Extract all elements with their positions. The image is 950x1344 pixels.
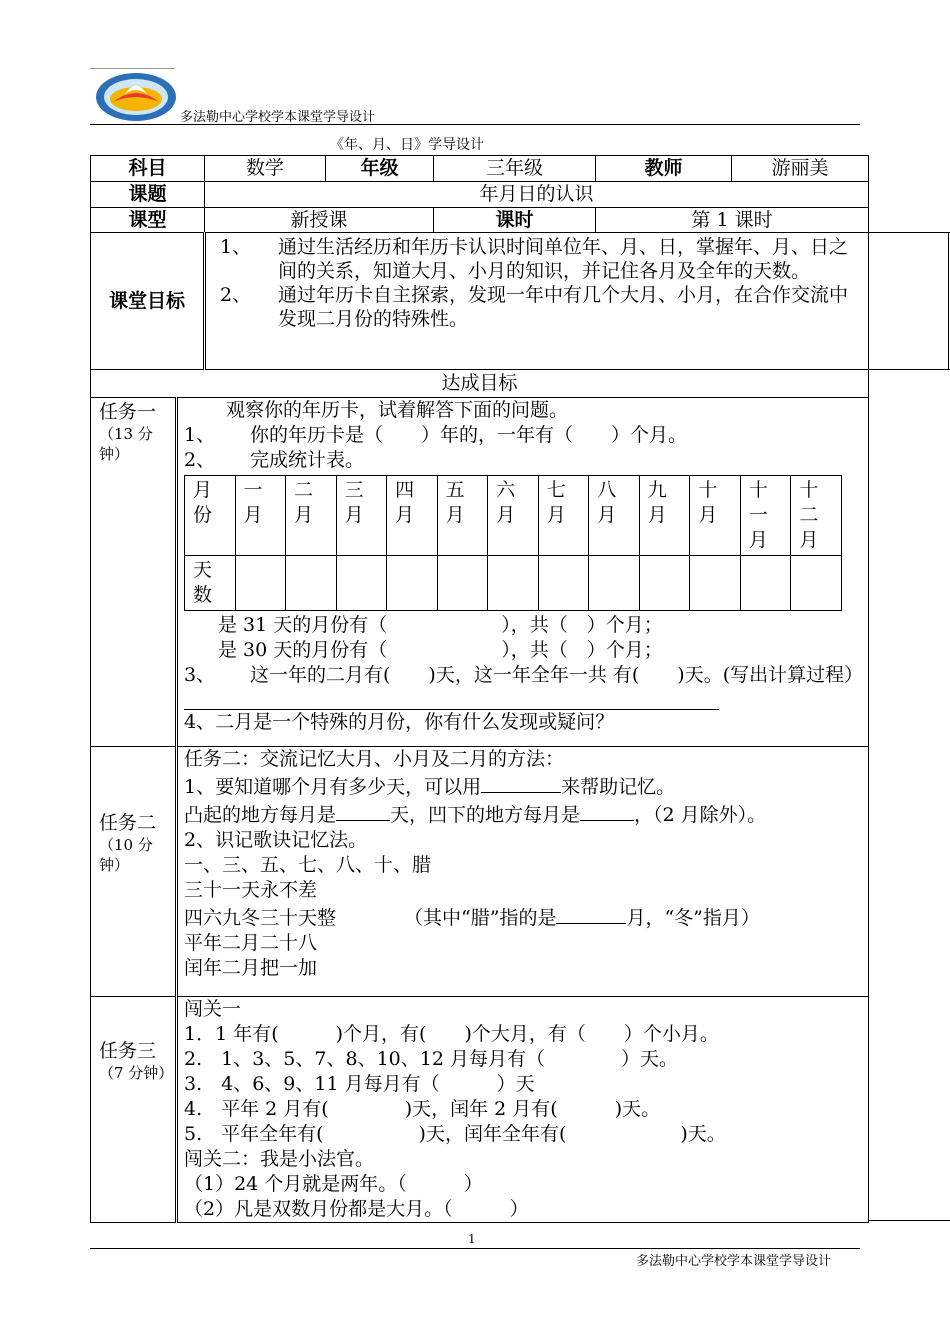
task2-l1a: 1、要知道哪个月有多少天，可以用: [184, 776, 482, 798]
task2-l4: 一、三、五、七、八、十、腊: [184, 854, 432, 876]
days-row: [185, 556, 842, 611]
side-line-bottom: [868, 369, 950, 370]
task1-row: [91, 398, 869, 747]
task2-l2: [184, 800, 862, 828]
teacher-label: 教师: [596, 156, 732, 182]
task3-row: [91, 997, 869, 1223]
task2-row: [91, 747, 869, 997]
month-cell: 三月: [336, 476, 387, 556]
achieve-header-row: [91, 370, 869, 398]
task3-content: [177, 997, 869, 1223]
month-row: [185, 476, 842, 556]
task1-content: [177, 398, 869, 747]
header-top-rule: [90, 68, 175, 69]
goal-num-2: 2、: [220, 284, 252, 306]
task3-l0: 闯关一: [184, 998, 242, 1020]
task3-l4: 4. 平年 2 月有( )天，闰年 2 月有( )天。: [184, 1098, 661, 1120]
task2-l5: 三十一天永不差: [184, 879, 318, 901]
info-row-2: [91, 182, 869, 208]
task3-l5: 5. 平年全年有( )天，闰年全年有( )天。: [184, 1123, 726, 1145]
month-cell: 十月: [690, 476, 741, 556]
task2-l6a: 四六九冬三十天整: [184, 907, 337, 929]
topic-label: 课题: [91, 182, 205, 208]
info-row-3: [91, 208, 869, 233]
task2-title: 任务二：交流记忆大月、小月及二月的方法：: [184, 748, 565, 770]
days-cell[interactable]: [639, 556, 690, 611]
goal-item-2: [214, 283, 860, 331]
month-cell: 五月: [437, 476, 488, 556]
month-cell: 十二月: [791, 476, 842, 556]
days-cell[interactable]: [488, 556, 539, 611]
task1-answer-line[interactable]: [184, 687, 719, 710]
task2-l2a: 凸起的地方每月是: [184, 804, 337, 826]
days-cell[interactable]: [235, 556, 286, 611]
page-number: 1: [468, 1232, 476, 1246]
header-school-title: 多法勒中心学校学本课堂学导设计: [180, 110, 376, 125]
days-cell[interactable]: [538, 556, 589, 611]
task2-l6b: （其中“腊”指的是: [404, 907, 557, 929]
task1-q2-num: 2、: [184, 449, 216, 471]
task2-l7: 平年二月二十八: [184, 932, 318, 954]
task2-blank-1[interactable]: [481, 772, 561, 793]
goal-item-1: [214, 235, 860, 283]
goal-num-1: 1、: [220, 236, 252, 258]
task1-q3: [184, 663, 862, 687]
task1-q2: [184, 448, 862, 473]
task2-content: [177, 747, 869, 997]
teacher-value: 游丽美: [732, 156, 869, 182]
task1-line30: 是 30 天的月份有（ ），共（ ）个月；: [218, 639, 663, 661]
type-value: 新授课: [205, 208, 434, 233]
days-row-label: 天数: [185, 556, 236, 611]
task3-l1: 1．1 年有( )个月，有( )个大月，有（ ）个小月。: [184, 1023, 719, 1045]
topic-value: 年月日的认识: [205, 182, 869, 208]
task3-l8: （2）凡是双数月份都是大月。（ ）: [184, 1198, 529, 1220]
type-label: 课型: [91, 208, 205, 233]
days-cell[interactable]: [437, 556, 488, 611]
days-cell[interactable]: [791, 556, 842, 611]
task3-l2: 2. 1、3、5、7、8、10、12 月每月有（ ）天。: [184, 1048, 678, 1070]
task2-label: 任务二: [99, 812, 157, 834]
month-cell: 一月: [235, 476, 286, 556]
doc-title: 《年、月、日》学导设计: [330, 137, 484, 153]
task3-l6: 闯关二：我是小法官。: [184, 1148, 375, 1170]
days-cell[interactable]: [690, 556, 741, 611]
side-line-top: [868, 232, 950, 233]
task3-label: 任务三: [99, 1040, 157, 1062]
task1-q1-text: 你的年历卡是（ ）年的，一年有（ ）个月。: [250, 424, 688, 446]
goals-row: [91, 233, 869, 370]
side-line-goals: [948, 232, 949, 369]
task2-l8: 闰年二月把一加: [184, 957, 318, 979]
month-row-label: 月份: [185, 476, 236, 556]
month-days-table: [184, 475, 842, 611]
grade-label: 年级: [326, 156, 434, 182]
school-logo-icon: [95, 72, 177, 122]
task2-l6: [184, 903, 862, 931]
lesson-plan-table: [90, 155, 869, 1223]
task2-blank-2[interactable]: [336, 800, 390, 821]
subject-label: 科目: [91, 156, 205, 182]
task2-l6c: 月，“冬”指月）: [626, 907, 760, 929]
task2-label-cell: [91, 747, 177, 997]
task3-label-cell: [91, 997, 177, 1223]
task1-q3-num: 3、: [184, 664, 216, 686]
task2-l1: [184, 772, 862, 800]
task2-l1b: 来帮助记忆。: [561, 776, 676, 798]
subject-value: 数学: [205, 156, 326, 182]
task1-q4: 4、二月是一个特殊的月份，你有什么发现或疑问？: [184, 711, 615, 733]
goals-label: 课堂目标: [91, 233, 205, 370]
task2-time: （10 分钟）: [99, 836, 153, 874]
task1-time: （13 分钟）: [99, 425, 153, 463]
month-cell: 四月: [387, 476, 438, 556]
days-cell[interactable]: [336, 556, 387, 611]
goals-content: [205, 233, 869, 370]
footer-rule: [90, 1248, 860, 1249]
month-cell: 二月: [286, 476, 337, 556]
month-cell: 六月: [488, 476, 539, 556]
task1-q1-num: 1、: [184, 424, 216, 446]
header-rule: [90, 124, 860, 125]
task3-time: （7 分钟）: [99, 1064, 174, 1082]
task1-q3-text: 这一年的二月有( )天，这一年全年一共 有( )天。(写出计算过程）: [250, 664, 864, 686]
task2-l3: 2、识记歌诀记忆法。: [184, 829, 368, 851]
days-cell[interactable]: [589, 556, 640, 611]
period-label: 课时: [434, 208, 596, 233]
task1-label: 任务一: [99, 401, 157, 423]
month-cell: 七月: [538, 476, 589, 556]
footer-school-title: 多法勒中心学校学本课堂学导设计: [636, 1254, 832, 1269]
period-value: 第 1 课时: [596, 208, 869, 233]
goal-text-2: 通过年历卡自主探索，发现一年中有几个大月、小月，在合作交流中发现二月份的特殊性。: [278, 284, 849, 330]
task2-l2b: 天，凹下的地方每月是: [390, 804, 581, 826]
task1-q2-text: 完成统计表。: [250, 449, 365, 471]
days-cell[interactable]: [740, 556, 791, 611]
task2-l2c: ，（2 月除外）。: [634, 804, 767, 826]
achieve-header: 达成目标: [91, 370, 869, 398]
month-cell: 八月: [589, 476, 640, 556]
task3-l3: 3. 4、6、9、11 月每月有（ ）天: [184, 1073, 535, 1095]
month-cell: 九月: [639, 476, 690, 556]
task1-label-cell: [91, 398, 177, 747]
days-cell[interactable]: [286, 556, 337, 611]
grade-value: 三年级: [434, 156, 596, 182]
info-row-1: [91, 156, 869, 182]
month-cell: 十一月: [740, 476, 791, 556]
task1-line31: 是 31 天的月份有（ ），共（ ）个月；: [218, 614, 663, 636]
task2-blank-3[interactable]: [580, 800, 634, 821]
task1-q1: [184, 423, 862, 448]
task1-intro: 观察你的年历卡，试着解答下面的问题。: [226, 399, 569, 421]
days-cell[interactable]: [387, 556, 438, 611]
goal-text-1: 通过生活经历和年历卡认识时间单位年、月、日，掌握年、月、日之间的关系，知道大月、小月的知识，并记住各月及全年的天数。: [278, 236, 849, 282]
task3-l7: （1）24 个月就是两年。（ ）: [184, 1173, 483, 1195]
side-line-end: [868, 1220, 950, 1221]
task2-blank-4[interactable]: [556, 903, 626, 924]
